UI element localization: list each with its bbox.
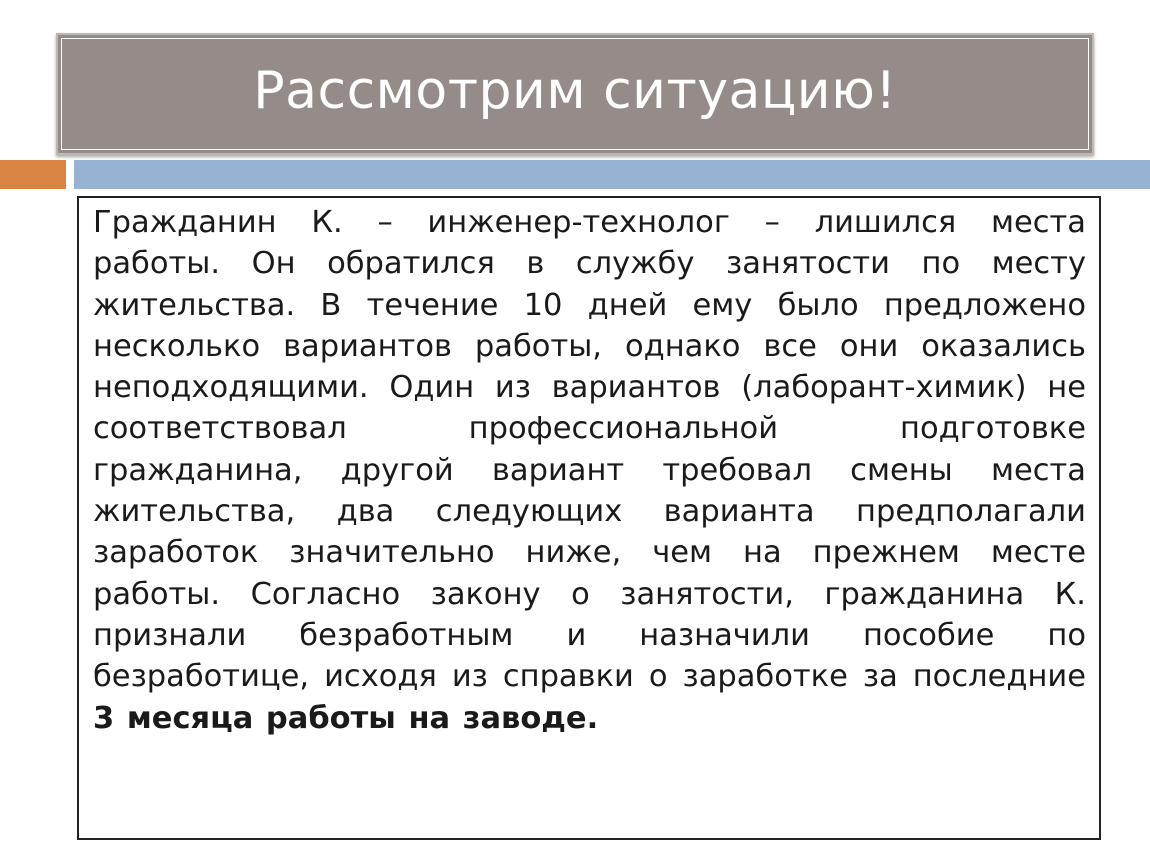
body-text: Гражданин К. – инженер-технолог – лишился места работы. Он обратился в службу занятости по месту жительства. В течение 10 дней ему было предложено несколько вариантов работы, однако все они оказались неподходящими. Один из вариантов (лаборант-химик) не соответствовал профессиональной подготовке гражданина, другой вариант требовал смены места жительства, два следующих варианта предполагали заработок значительно ниже, чем на прежнем месте работы. Согласно закону о занятости, гражданина К. признали безработным и назначили пособие по безработице, исходя из справки о заработке за последние [93,205,1086,695]
slide-title: Рассмотрим ситуацию! [253,61,897,121]
title-banner [56,33,1094,155]
orange-accent-bar [0,160,66,189]
content-box [77,196,1101,840]
blue-accent-bar [74,160,1150,189]
body-paragraph [93,202,1086,739]
body-bold-text: 3 месяца работы на заводе. [93,700,599,736]
